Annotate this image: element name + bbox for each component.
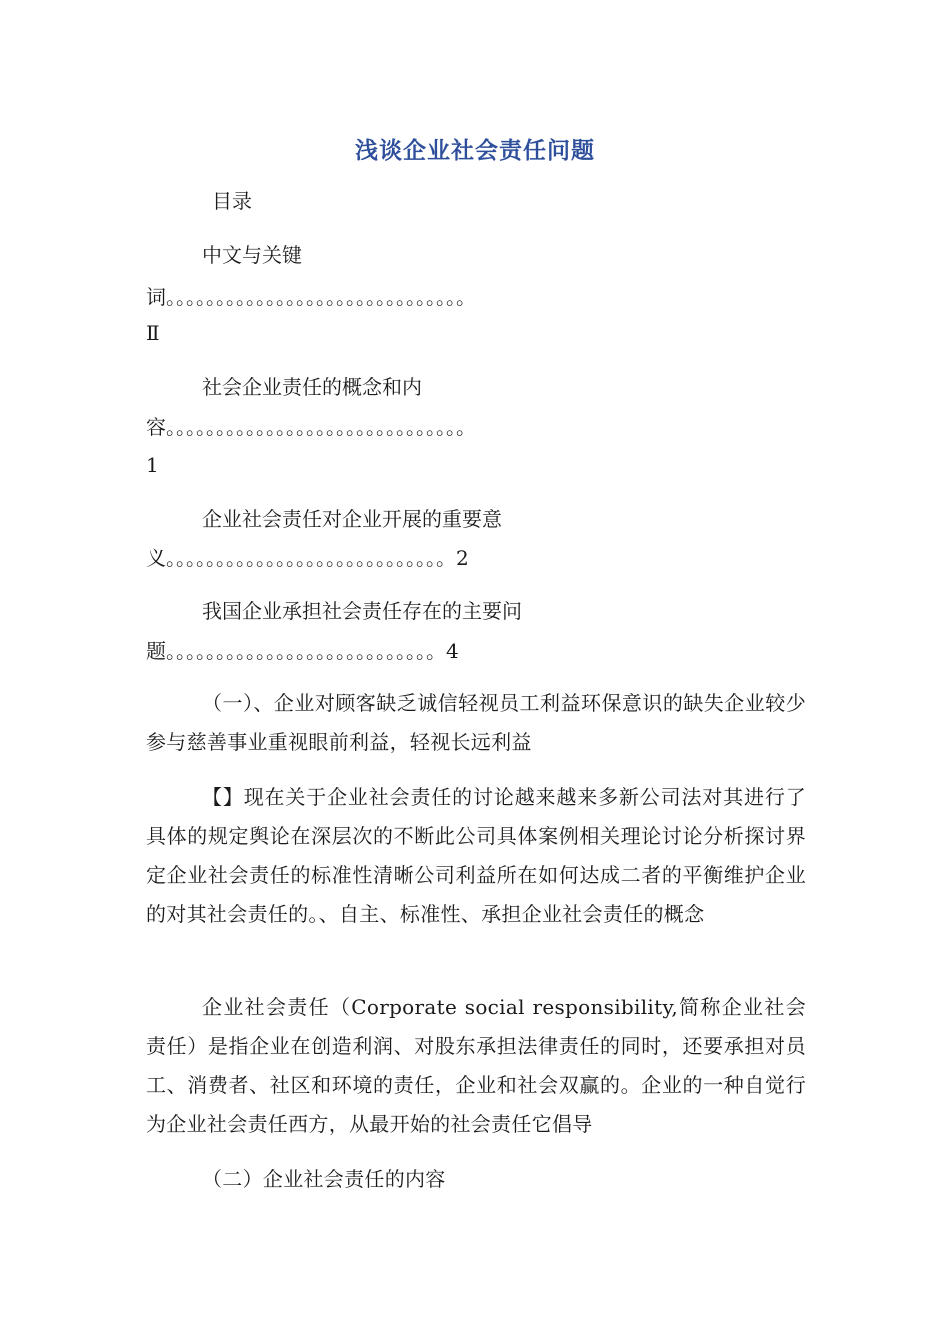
document-title: 浅谈企业社会责任问题 xyxy=(355,138,595,164)
toc-entry-2-leader: 容。。。。。。。。。。。。。。。。。。。。。。。。。。。。。。 xyxy=(146,415,476,439)
toc-entry-4-text: 我国企业承担社会责任存在的主要问 xyxy=(202,599,522,623)
toc-heading: 目录 xyxy=(212,189,252,213)
paragraph-1: （一）、企业对顾客缺乏诚信轻视员工利益环保意识的缺失企业较少参与慈善事业重视眼前利益，轻视长远利益 xyxy=(146,691,806,754)
toc-entry-1-text: 中文与关键 xyxy=(202,243,302,267)
toc-entry-2-text: 社会企业责任的概念和内 xyxy=(202,375,422,399)
paragraph-4: （二）企业社会责任的内容 xyxy=(202,1167,446,1191)
toc-entry-3-text: 企业社会责任对企业开展的重要意 xyxy=(202,507,502,531)
paragraph-3: 企业社会责任（Corporate social responsibility,简称企业社会责任）是指企业在创造利润、对股东承担法律责任的同时，还要承担对员工、消费者、社区和环境的责任，企业和社会双赢的。企业的一种自觉行为企业社会责任西方，从最开始的社会责任它倡导 xyxy=(146,995,806,1136)
toc-entry-3-leader: 义。。。。。。。。。。。。。。。。。。。。。。。。。。。。2 xyxy=(146,546,469,570)
paragraph-2: 【】现在关于企业社会责任的讨论越来越来多新公司法对其进行了具体的规定舆论在深层次的不断此公司具体案例相关理论讨论分析探讨界定企业社会责任的标准性清晰公司利益所在如何达成二者的平衡维护企业的对其社会责任的。、自主、标准性、承担企业社会责任的概念 xyxy=(146,785,806,926)
toc-entry-4-leader: 题。。。。。。。。。。。。。。。。。。。。。。。。。。。4 xyxy=(146,639,459,663)
toc-entry-2-page: 1 xyxy=(146,453,159,477)
toc-entry-1-leader: 词。。。。。。。。。。。。。。。。。。。。。。。。。。。。。。 xyxy=(146,285,476,309)
toc-entry-1-page: Ⅱ xyxy=(146,321,160,345)
